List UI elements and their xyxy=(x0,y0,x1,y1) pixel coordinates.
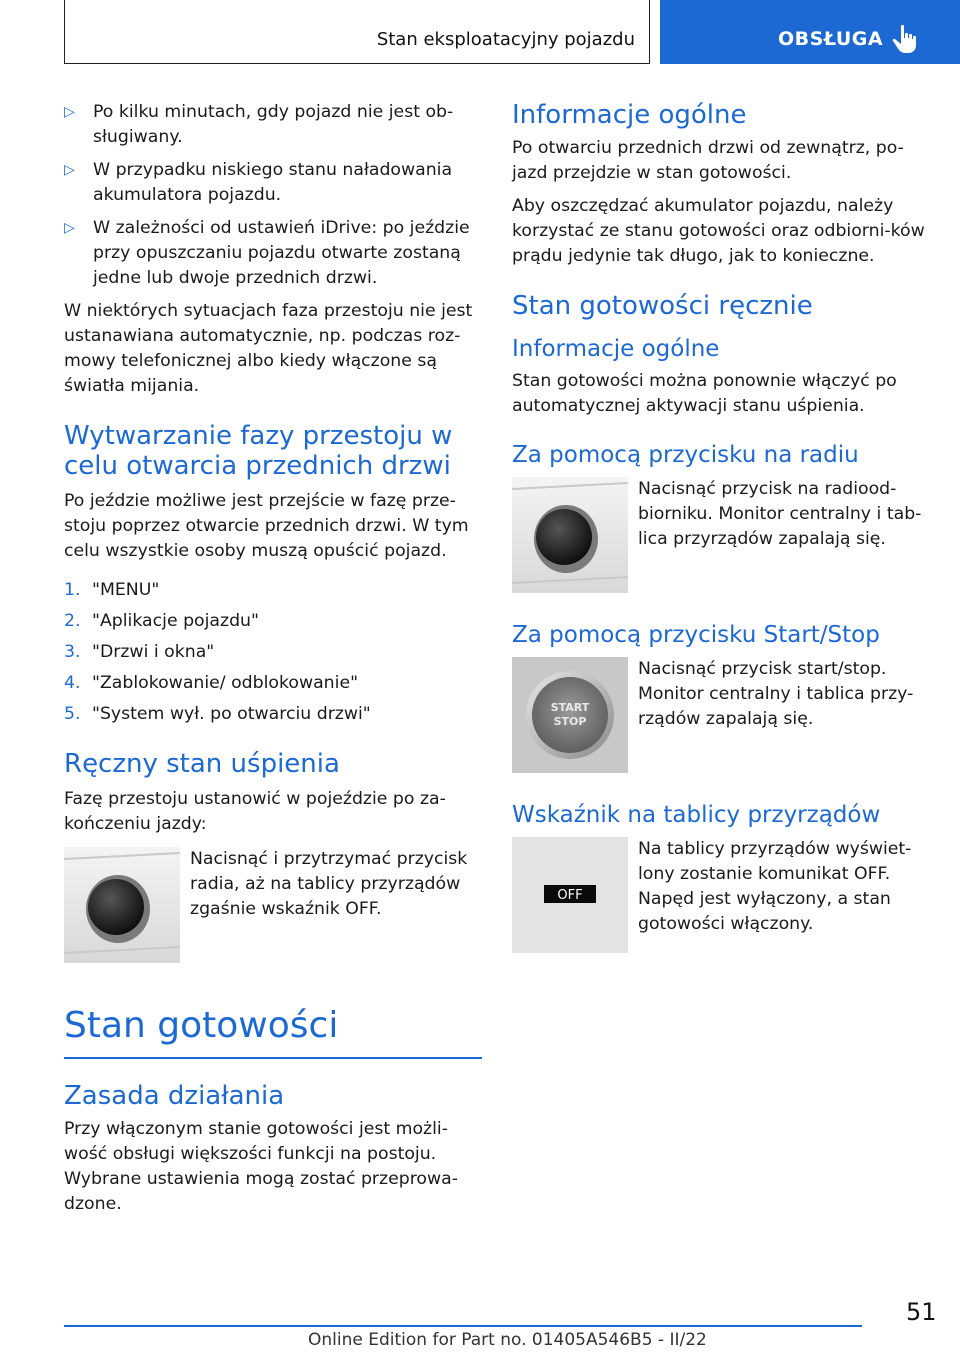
list-item: ▷ Po kilku minutach, gdy pojazd nie jest ob-sługiwany. xyxy=(64,102,454,147)
footer-edition: Online Edition for Part no. 01405A546B5 - II/22 xyxy=(308,1330,707,1350)
figure-caption: Na tablicy przyrządów wyświet-lony zostanie komunikat OFF. Napęd jest wyłączony, a stan gotowości włączony. xyxy=(638,839,912,934)
footer-divider xyxy=(64,1325,862,1327)
header-section-title: Stan eksploatacyjny pojazdu xyxy=(376,29,635,50)
list-item: ▷ W przypadku niskiego stanu naładowania akumulatora pojazdu. xyxy=(64,160,453,205)
off-indicator-image xyxy=(512,837,628,953)
radio-knob-image xyxy=(64,847,180,963)
section-heading: Informacje ogólne xyxy=(512,100,747,130)
right-column xyxy=(512,100,930,957)
figure-caption: Nacisnąć przycisk start/stop. Monitor centralny i tablica przy-rządów zapalają się. xyxy=(638,659,914,729)
menu-steps xyxy=(64,578,482,727)
triangle-bullet-icon: ▷ xyxy=(64,104,75,120)
subsection-heading: Wskaźnik na tablicy przyrządów xyxy=(512,802,881,828)
start-stop-figure-row xyxy=(512,657,930,777)
paragraph: Przy włączonym stanie gotowości jest możli-wość obsługi większości funkcji na postoju. Wybrane ustawienia mogą zostać przeprowa-dzone. xyxy=(64,1118,458,1214)
paragraph: Po jeździe możliwe jest przejście w fazę prze-stoju poprzez otwarcie przednich drzwi. W tym celu wszystkie osoby muszą opuścić pojazd. xyxy=(64,491,469,561)
condition-list xyxy=(64,100,482,291)
step-item: 5. "System wył. po otwarciu drzwi" xyxy=(64,704,371,724)
header-section-box xyxy=(64,0,650,64)
page-number: 51 xyxy=(906,1298,937,1326)
section-heading: Stan gotowości ręcznie xyxy=(512,291,813,321)
section-heading: Ręczny stan uśpienia xyxy=(64,749,340,779)
step-item: 1. "MENU" xyxy=(64,580,160,600)
subsection-heading: Informacje ogólne xyxy=(512,336,720,362)
list-item: ▷ W zależności od ustawień iDrive: po jeździe przy opuszczaniu pojazdu otwarte zostaną jedne lub dwoje przednich drzwi. xyxy=(64,218,470,288)
subsection-heading: Za pomocą przycisku na radiu xyxy=(512,442,859,468)
stop-label: STOP xyxy=(553,715,587,728)
subsection-heading: Za pomocą przycisku Start/Stop xyxy=(512,622,880,648)
paragraph: Fazę przestoju ustanowić w pojeździe po za-kończeniu jazdy: xyxy=(64,789,446,834)
figure-caption: Nacisnąć i przytrzymać przycisk radia, aż na tablicy przyrządów zgaśnie wskaźnik OFF. xyxy=(190,849,468,919)
triangle-bullet-icon: ▷ xyxy=(64,162,75,178)
paragraph: Aby oszczędzać akumulator pojazdu, należy korzystać ze stanu gotowości oraz odbiorni-ków prądu jedynie tak długo, jak to konieczne. xyxy=(512,196,925,266)
section-heading: Wytwarzanie fazy przestoju w celu otwarcia przednich drzwi xyxy=(64,421,453,481)
radio-button-figure-row xyxy=(64,847,482,965)
step-item: 3. "Drzwi i okna" xyxy=(64,642,215,662)
start-label: START xyxy=(550,701,590,714)
triangle-bullet-icon: ▷ xyxy=(64,220,75,236)
section-heading: Zasada działania xyxy=(64,1080,285,1111)
header-tab-label: OBSŁUGA xyxy=(778,28,884,50)
paragraph: W niektórych sytuacjach faza przestoju nie jest ustanawiana automatycznie, np. podczas roz-mowy telefonicznej albo kiedy włączone są światła mijania. xyxy=(64,301,473,396)
paragraph: Stan gotowości można ponownie włączyć po automatycznej aktywacji stanu uśpienia. xyxy=(512,371,897,416)
heading-divider xyxy=(64,1057,482,1059)
off-label: OFF xyxy=(557,888,583,903)
pointing-hand-icon xyxy=(892,24,920,54)
start-stop-button-image xyxy=(512,657,628,773)
radio-button-figure-row xyxy=(512,477,930,597)
step-item: 4. "Zablokowanie/ odblokowanie" xyxy=(64,673,359,693)
chapter-heading: Stan gotowości xyxy=(64,1005,339,1046)
left-column xyxy=(64,100,482,1217)
header-tab[interactable] xyxy=(660,0,960,64)
off-indicator-figure-row xyxy=(512,837,930,957)
radio-knob-image xyxy=(512,477,628,593)
step-item: 2. "Aplikacje pojazdu" xyxy=(64,611,259,631)
paragraph: Po otwarciu przednich drzwi od zewnątrz, po-jazd przejdzie w stan gotowości. xyxy=(512,138,904,183)
figure-caption: Nacisnąć przycisk na radiood-biorniku. Monitor centralny i tab-lica przyrządów zapalają się. xyxy=(638,479,922,549)
